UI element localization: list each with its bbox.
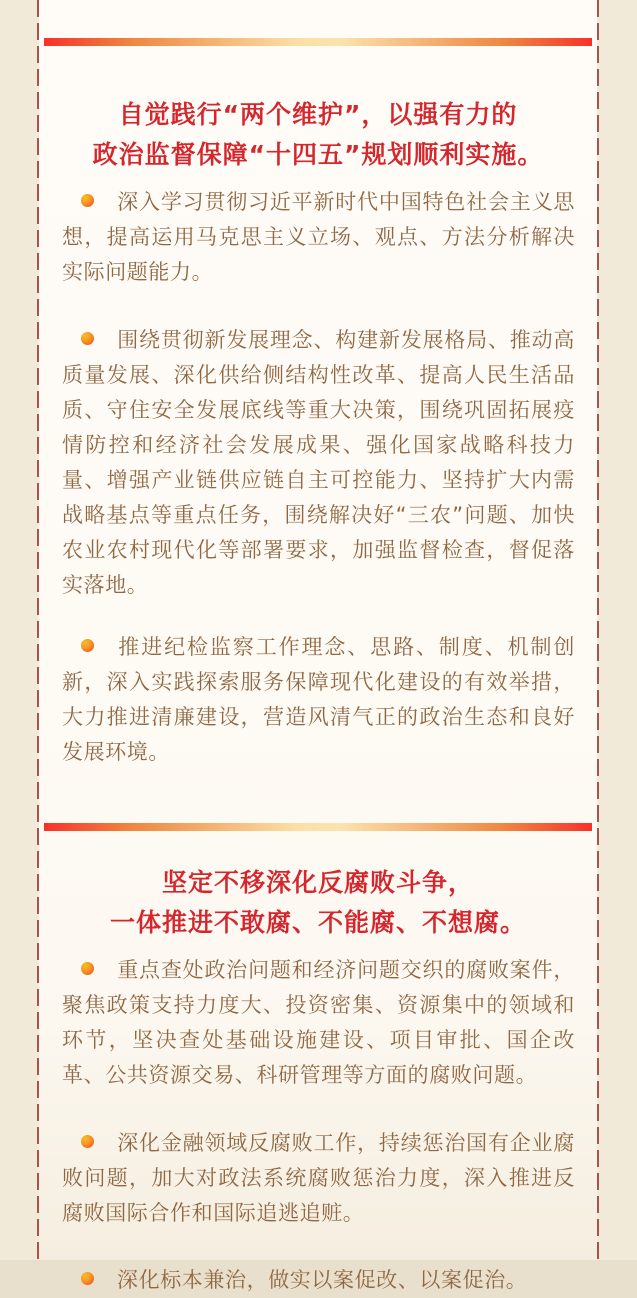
left-dashed-border (37, 0, 39, 1260)
bullet-dot-icon (81, 332, 94, 345)
bullet-item (62, 1263, 575, 1298)
bullet-text: 推进纪检监察工作理念、思路、制度、机制创新，深入实践探索服务保障现代化建设的有效举措，大力推进清廉建设，营造风清气正的政治生态和良好发展环境。 (62, 635, 575, 764)
section-divider-bar (44, 38, 592, 46)
section-heading (49, 95, 587, 175)
bullet-dot-icon (81, 194, 94, 207)
section-heading (49, 863, 587, 943)
section-anti-corruption (39, 823, 597, 1298)
bullet-item (62, 1126, 575, 1231)
bullet-text: 重点查处政治问题和经济问题交织的腐败案件，聚焦政策支持力度大、投资密集、资源集中的领域和环节，坚决查处基础设施建设、项目审批、国企改革、公共资源交易、科研管理等方面的腐败问题。 (62, 958, 575, 1087)
right-margin-strip (599, 0, 637, 1260)
bullet-list (62, 185, 575, 770)
section-divider-bar (44, 823, 592, 831)
bullet-dot-icon (81, 639, 94, 652)
right-dashed-border (597, 0, 599, 1260)
bullet-dot-icon (81, 1272, 94, 1285)
heading-line: 坚定不移深化反腐败斗争， (161, 868, 474, 897)
bullet-dot-icon (81, 962, 94, 975)
bullet-item (62, 185, 575, 290)
left-margin-strip (0, 0, 37, 1260)
bullet-text: 深化金融领域反腐败工作，持续惩治国有企业腐败问题，加大对政法系统腐败惩治力度，深入推进反腐败国际合作和国际追逃追赃。 (62, 1131, 575, 1225)
section-political-supervision (39, 38, 597, 770)
bullet-item (62, 953, 575, 1093)
bullet-text: 围绕贯彻新发展理念、构建新发展格局、推动高质量发展、深化供给侧结构性改革、提高人民生活品质、守住安全发展底线等重大决策，围绕巩固拓展疫情防控和经济社会发展成果、强化国家战略科技力量、增强产业链供应链自主可控能力、坚持扩大内需战略基点等重点任务，围绕解决好“三农”问题、加快农业农村现代化等部署要求，加强监督检查，督促落实落地。 (62, 328, 575, 597)
bullet-text: 深化标本兼治，做实以案促改、以案促治。 (117, 1268, 528, 1292)
bullet-list (62, 953, 575, 1298)
heading-line: 政治监督保障“十四五”规划顺利实施。 (92, 140, 544, 169)
heading-line: 自觉践行“两个维护”，以强有力的 (118, 100, 518, 129)
bullet-dot-icon (81, 1135, 94, 1148)
bullet-text: 深入学习贯彻习近平新时代中国特色社会主义思想，提高运用马克思主义立场、观点、方法分析解决实际问题能力。 (62, 190, 575, 284)
heading-line: 一体推进不敢腐、不能腐、不想腐。 (109, 908, 526, 937)
bullet-item (62, 630, 575, 770)
content-panel (39, 0, 597, 1292)
bullet-item (62, 323, 575, 603)
